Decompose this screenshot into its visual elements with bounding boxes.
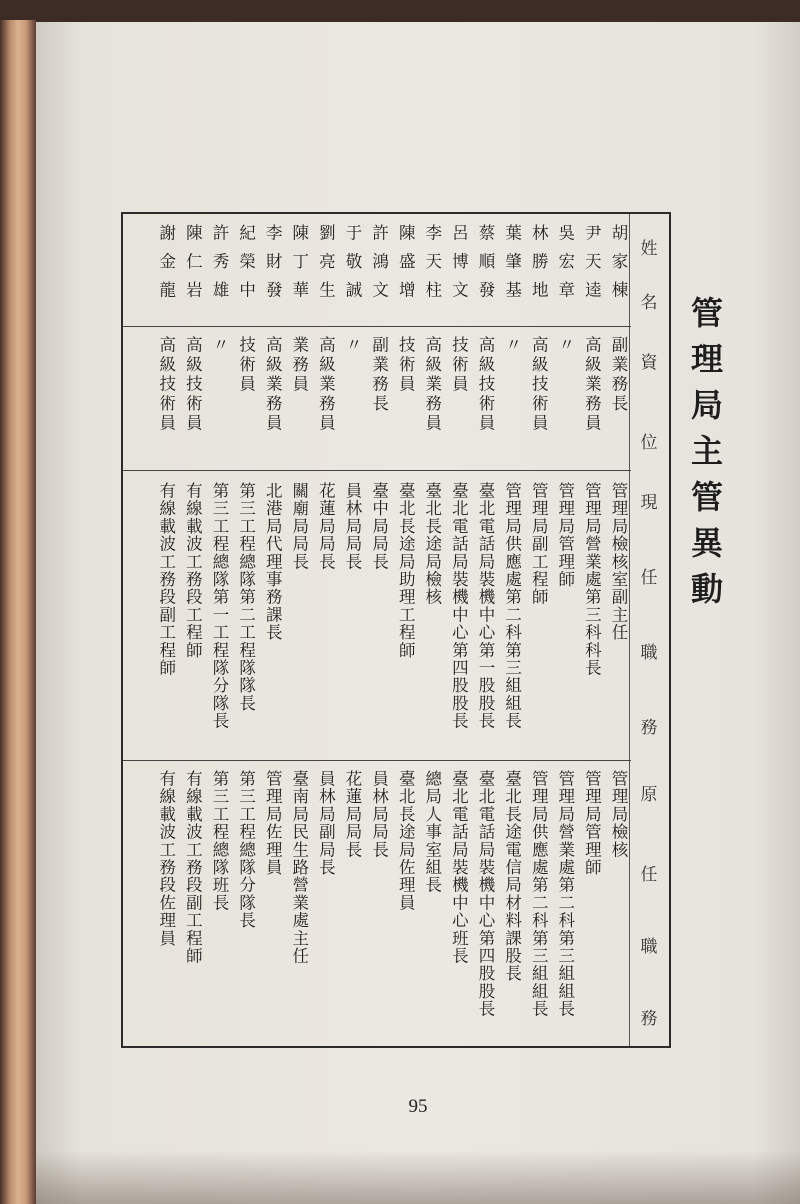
row-name: 尹天逵 <box>582 224 602 310</box>
row-rank: 高級業務員 <box>582 336 602 434</box>
row-rank: 高級業務員 <box>422 336 442 434</box>
page-number: 95 <box>408 1096 428 1117</box>
row-name: 陳丁華 <box>289 224 309 310</box>
row-previous-post: 管理局營業處第二科第三組組長 <box>555 770 575 1018</box>
header-name-1: 姓 <box>640 239 658 259</box>
row-previous-post: 臺南局民生路營業處主任 <box>289 770 309 965</box>
row-current-post: 第三工程總隊第一工程隊分隊長 <box>210 482 229 730</box>
row-rank: 〃 <box>555 336 575 356</box>
row-name: 許秀雄 <box>210 224 229 310</box>
row-previous-post: 管理局佐理員 <box>263 770 283 877</box>
page-shadow <box>36 1150 800 1204</box>
row-name: 劉亮生 <box>316 224 336 310</box>
row-rank: 技術員 <box>396 336 416 395</box>
row-current-post: 有線載波工務段副工程師 <box>156 482 176 677</box>
row-previous-post: 花蓮局局長 <box>343 770 362 859</box>
row-current-post: 有線載波工務段工程師 <box>183 482 203 659</box>
row-previous-post: 有線載波工務段副工程師 <box>183 770 203 965</box>
row-previous-post: 管理局供應處第二科第三組組長 <box>529 770 549 1018</box>
personnel-table <box>121 212 671 1048</box>
header-previous-1: 原 <box>640 785 658 805</box>
row-rank: 〃 <box>502 336 522 356</box>
row-rank: 業務員 <box>289 336 309 395</box>
row-rank: 高級技術員 <box>183 336 203 434</box>
row-rank: 〃 <box>210 336 229 356</box>
header-previous-2: 任 <box>640 865 658 885</box>
row-name: 于敬誠 <box>343 224 362 310</box>
header-current-1: 現 <box>640 493 658 513</box>
divider-current-previous <box>123 760 631 761</box>
row-current-post: 管理局管理師 <box>555 482 575 589</box>
row-rank: 高級業務員 <box>263 336 283 434</box>
row-name: 陳盛增 <box>396 224 416 310</box>
header-current-4: 務 <box>640 718 658 738</box>
row-current-post: 關廟局局長 <box>289 482 309 571</box>
row-name: 紀榮中 <box>236 224 256 310</box>
row-name: 胡家棟 <box>609 224 628 310</box>
header-current-2: 任 <box>640 568 658 588</box>
row-name: 呂博文 <box>449 224 469 310</box>
row-rank: 技術員 <box>236 336 256 395</box>
row-rank: 副業務長 <box>609 336 628 414</box>
row-current-post: 管理局副工程師 <box>529 482 549 606</box>
row-rank: 技術員 <box>449 336 469 395</box>
row-current-post: 北港局代理事務課長 <box>263 482 283 642</box>
row-name: 李天柱 <box>422 224 442 310</box>
row-current-post: 臺北電話局裝機中心第一股股長 <box>476 482 495 730</box>
header-previous-4: 務 <box>640 1009 658 1029</box>
row-rank: 〃 <box>343 336 362 356</box>
header-current-3: 職 <box>640 643 658 663</box>
row-name: 林勝地 <box>529 224 549 310</box>
row-rank: 高級技術員 <box>476 336 495 434</box>
row-previous-post: 臺北電話局裝機中心第四股股長 <box>476 770 495 1018</box>
row-previous-post: 總局人事室組長 <box>422 770 442 894</box>
row-current-post: 管理局營業處第三科科長 <box>582 482 602 677</box>
row-name: 謝金龍 <box>156 224 176 310</box>
row-rank: 高級技術員 <box>529 336 549 434</box>
row-previous-post: 第三工程總隊分隊長 <box>236 770 256 930</box>
row-name: 李財發 <box>263 224 283 310</box>
row-name: 許鴻文 <box>369 224 389 310</box>
row-rank: 高級業務員 <box>316 336 336 434</box>
book-page-edges <box>0 20 36 1204</box>
row-previous-post: 臺北長途電信局材料課股長 <box>502 770 522 983</box>
header-previous-3: 職 <box>640 937 658 957</box>
row-previous-post: 臺北電話局裝機中心班長 <box>449 770 469 965</box>
row-current-post: 第三工程總隊第二工程隊隊長 <box>236 482 256 713</box>
row-current-post: 管理局供應處第二科第三組組長 <box>502 482 522 730</box>
page-title: 管理局主管異動 <box>686 296 724 618</box>
row-current-post: 臺北長途局助理工程師 <box>396 482 416 659</box>
row-name: 陳仁岩 <box>183 224 203 310</box>
row-name: 葉肇基 <box>502 224 522 310</box>
header-name-2: 名 <box>640 293 658 313</box>
header-rank-2: 位 <box>640 433 658 453</box>
row-current-post: 臺北長途局檢核 <box>422 482 442 606</box>
header-rank-1: 資 <box>640 353 658 373</box>
row-name: 吳宏章 <box>555 224 575 310</box>
row-previous-post: 員林局副局長 <box>316 770 336 877</box>
book-cover-top <box>0 0 800 22</box>
row-name: 蔡順發 <box>476 224 495 310</box>
divider-rank-current <box>123 470 631 471</box>
row-rank: 高級技術員 <box>156 336 176 434</box>
bleed-through-text <box>266 72 298 102</box>
row-current-post: 臺北電話局裝機中心第四股股長 <box>449 482 469 730</box>
row-previous-post: 臺北長途局佐理員 <box>396 770 416 912</box>
row-current-post: 管理局檢核室副主任 <box>609 482 628 642</box>
row-previous-post: 第三工程總隊班長 <box>210 770 229 912</box>
row-rank: 副業務長 <box>369 336 389 414</box>
row-previous-post: 有線載波工務段佐理員 <box>156 770 176 947</box>
row-current-post: 臺中局局長 <box>369 482 389 571</box>
divider-name-rank <box>123 326 631 327</box>
row-current-post: 員林局局長 <box>343 482 362 571</box>
table-header-column <box>629 214 669 1046</box>
row-previous-post: 管理局檢核 <box>609 770 628 859</box>
row-previous-post: 管理局管理師 <box>582 770 602 877</box>
row-previous-post: 員林局局長 <box>369 770 389 859</box>
row-current-post: 花蓮局局長 <box>316 482 336 571</box>
